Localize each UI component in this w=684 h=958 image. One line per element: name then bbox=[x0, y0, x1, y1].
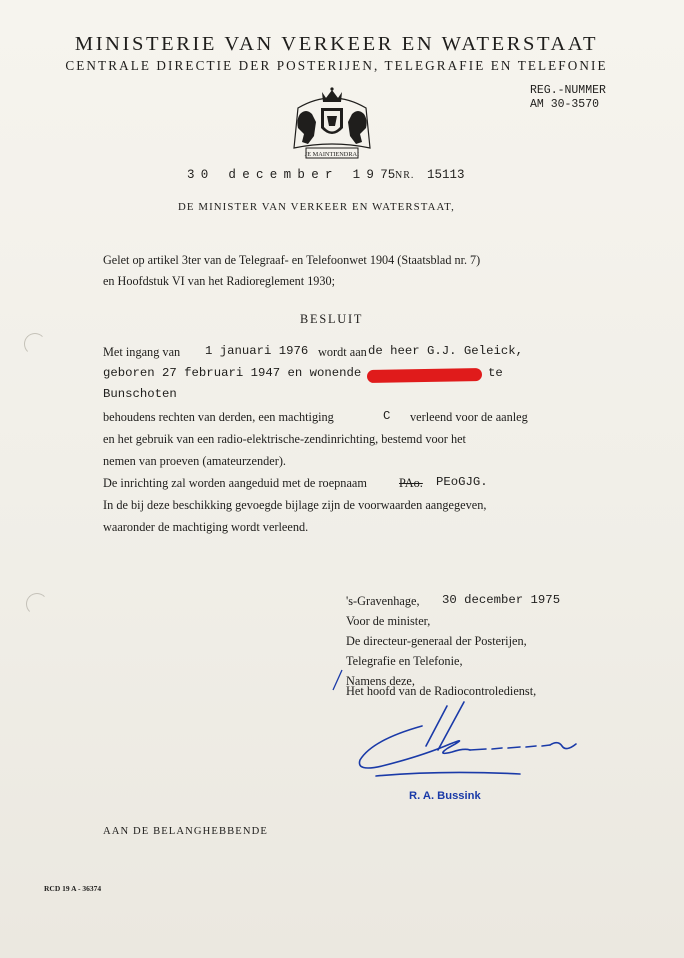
form-code: RCD 19 A - 36374 bbox=[44, 884, 102, 893]
preamble-line-2: en Hoofdstuk VI van het Radioreglement 1930; bbox=[103, 274, 335, 288]
closing-date: 30 december 1975 bbox=[442, 593, 561, 607]
callsign: PEoGJG. bbox=[436, 475, 488, 489]
behoudens-line: behoudens rechten van derden, een machtiging bbox=[103, 410, 334, 424]
nr-value: 15113 bbox=[427, 168, 465, 182]
reg-label: REG.-NUMMER bbox=[530, 84, 606, 97]
dateline bbox=[187, 168, 395, 182]
birth-and-residence: geboren 27 februari 1947 en wonende bbox=[103, 366, 362, 380]
closing-line-2: De directeur-generaal der Posterijen, bbox=[346, 634, 527, 648]
waaronder-line: waaronder de machtiging wordt verleend. bbox=[103, 520, 309, 534]
minister-line: DE MINISTER VAN VERKEER EN WATERSTAAT, bbox=[178, 201, 455, 213]
preamble-line-1: Gelet op artikel 3ter van de Telegraaf- en Telefoonwet 1904 (Staatsblad nr. 7) bbox=[103, 253, 481, 267]
struck-callsign: PAo. bbox=[399, 476, 423, 490]
closing-line-5: Het hoofd van de Radiocontroledienst, bbox=[346, 684, 537, 698]
handwritten-signature bbox=[352, 700, 592, 790]
date-year: 75 bbox=[380, 168, 396, 182]
signatory-name: R. A. Bussink bbox=[409, 790, 481, 802]
verleend-line: verleend voor de aanleg bbox=[410, 410, 528, 424]
nr-label: NR. bbox=[395, 170, 415, 181]
date-text: 30 december 19 bbox=[187, 168, 381, 182]
closing-place: 's-Gravenhage, bbox=[346, 594, 420, 608]
te-label: te bbox=[488, 366, 503, 380]
royal-coat-of-arms-icon bbox=[284, 86, 380, 164]
gebruik-line: en het gebruik van een radio-elektrische-zendinrichting, bestemd voor het bbox=[103, 432, 466, 446]
city: Bunschoten bbox=[103, 387, 177, 401]
license-class: C bbox=[383, 409, 391, 423]
closing-line-4: Namens deze, bbox=[346, 674, 415, 688]
besluit-heading: BESLUIT bbox=[300, 312, 364, 326]
directorate-subtitle: CENTRALE DIRECTIE DER POSTERIJEN, TELEGRAFIE EN TELEFONIE bbox=[65, 58, 608, 73]
recipient-name: de heer G.J. Geleick, bbox=[368, 344, 523, 358]
crest-motto: JE MAINTIENDRAI bbox=[304, 151, 360, 158]
closing-line-3: Telegrafie en Telefonie, bbox=[346, 654, 463, 668]
punch-hole-mark bbox=[24, 333, 46, 355]
ministry-title: MINISTERIE VAN VERKEER EN WATERSTAAT bbox=[74, 33, 599, 55]
punch-hole-mark bbox=[26, 593, 48, 615]
registration-block bbox=[530, 84, 606, 112]
ink-tick-mark bbox=[330, 668, 346, 692]
address-redaction bbox=[367, 368, 482, 383]
closing-line-1: Voor de minister, bbox=[346, 614, 431, 628]
addressee: AAN DE BELANGHEBBENDE bbox=[103, 826, 268, 837]
bijlage-line: In de bij deze beschikking gevoegde bijlage zijn de voorwaarden aangegeven, bbox=[103, 498, 487, 512]
proeven-line: nemen van proeven (amateurzender). bbox=[103, 454, 286, 468]
roepnaam-line: De inrichting zal worden aangeduid met de roepnaam bbox=[103, 476, 367, 490]
start-date: 1 januari 1976 bbox=[205, 344, 309, 358]
reg-number: AM 30-3570 bbox=[530, 98, 600, 111]
wordt-aan-label: wordt aan bbox=[318, 345, 367, 359]
met-ingang-label: Met ingang van bbox=[103, 345, 181, 359]
